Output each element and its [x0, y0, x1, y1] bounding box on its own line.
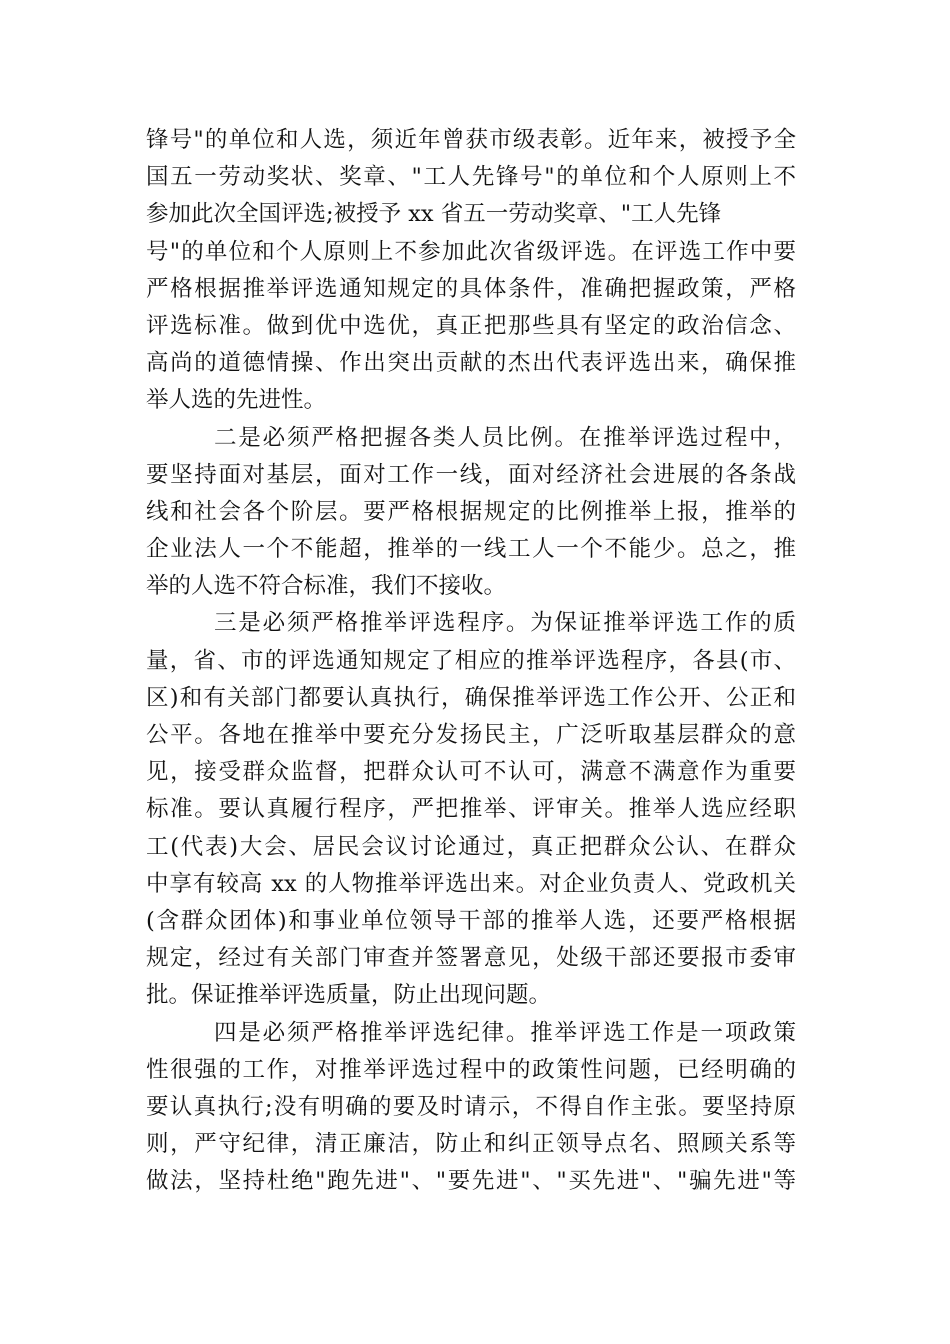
text-line: 举的人选不符合标准，我们不接收。: [146, 573, 507, 600]
text-line: 要坚持面对基层，面对工作一线，面对经济社会进展的各条战: [146, 461, 796, 488]
text-line: 工(代表)大会、居民会议讨论通过，真正把群众公认、在群众: [146, 833, 796, 860]
text-line: 四是必须严格推举评选纪律。推举评选工作是一项政策: [214, 1019, 796, 1046]
text-line: 批。保证推举评选质量，防止出现问题。: [146, 982, 552, 1009]
text-line: 性很强的工作，对推举评选过程中的政策性问题，已经明确的: [146, 1056, 796, 1083]
text-line: 线和社会各个阶层。要严格根据规定的比例推举上报，推举的: [146, 498, 796, 525]
text-line: 三是必须严格推举评选程序。为保证推举评选工作的质: [214, 610, 796, 637]
text-line: 严格根据推举评选通知规定的具体条件，准确把握政策，严格: [146, 275, 796, 302]
text-line: 区)和有关部门都要认真执行，确保推举评选工作公开、公正和: [146, 684, 796, 711]
text-line: 参加此次全国评选;被授予 xx 省五一劳动奖章、"工人先锋: [146, 201, 722, 228]
text-line: 高尚的道德情操、作出突出贡献的杰出代表评选出来，确保推: [146, 350, 796, 377]
text-line: 做法，坚持杜绝"跑先进"、"要先进"、"买先进"、"骗先进"等: [146, 1168, 796, 1195]
text-line: 量，省、市的评选通知规定了相应的推举评选程序，各县(市、: [146, 647, 796, 674]
text-line: 要认真执行;没有明确的要及时请示，不得自作主张。要坚持原: [146, 1093, 796, 1120]
document-body-text: [146, 122, 796, 1200]
text-line: 中享有较高 xx 的人物推举评选出来。对企业负责人、党政机关: [146, 870, 796, 897]
text-line: 则，严守纪律，清正廉洁，防止和纠正领导点名、照顾关系等: [146, 1131, 796, 1158]
text-line: 评选标准。做到优中选优，真正把那些具有坚定的政治信念、: [146, 312, 796, 339]
text-line: 号"的单位和个人原则上不参加此次省级评选。在评选工作中要: [146, 238, 796, 265]
text-line: 规定，经过有关部门审查并签署意见，处级干部还要报市委审: [146, 945, 796, 972]
text-line: (含群众团体)和事业单位领导干部的推举人选，还要严格根据: [146, 907, 796, 934]
text-line: 二是必须严格把握各类人员比例。在推举评选过程中，: [214, 424, 796, 451]
text-line: 企业法人一个不能超，推举的一线工人一个不能少。总之，推: [146, 536, 796, 563]
text-line: 见，接受群众监督，把群众认可不认可，满意不满意作为重要: [146, 759, 796, 786]
text-line: 标准。要认真履行程序，严把推举、评审关。推举人选应经职: [146, 796, 796, 823]
text-line: 锋号"的单位和人选，须近年曾获市级表彰。近年来，被授予全: [146, 127, 796, 153]
text-line: 公平。各地在推举中要充分发扬民主，广泛听取基层群众的意: [146, 722, 796, 748]
text-line: 国五一劳动奖状、奖章、"工人先锋号"的单位和个人原则上不: [146, 164, 796, 191]
text-line: 举人选的先进性。: [146, 387, 327, 414]
